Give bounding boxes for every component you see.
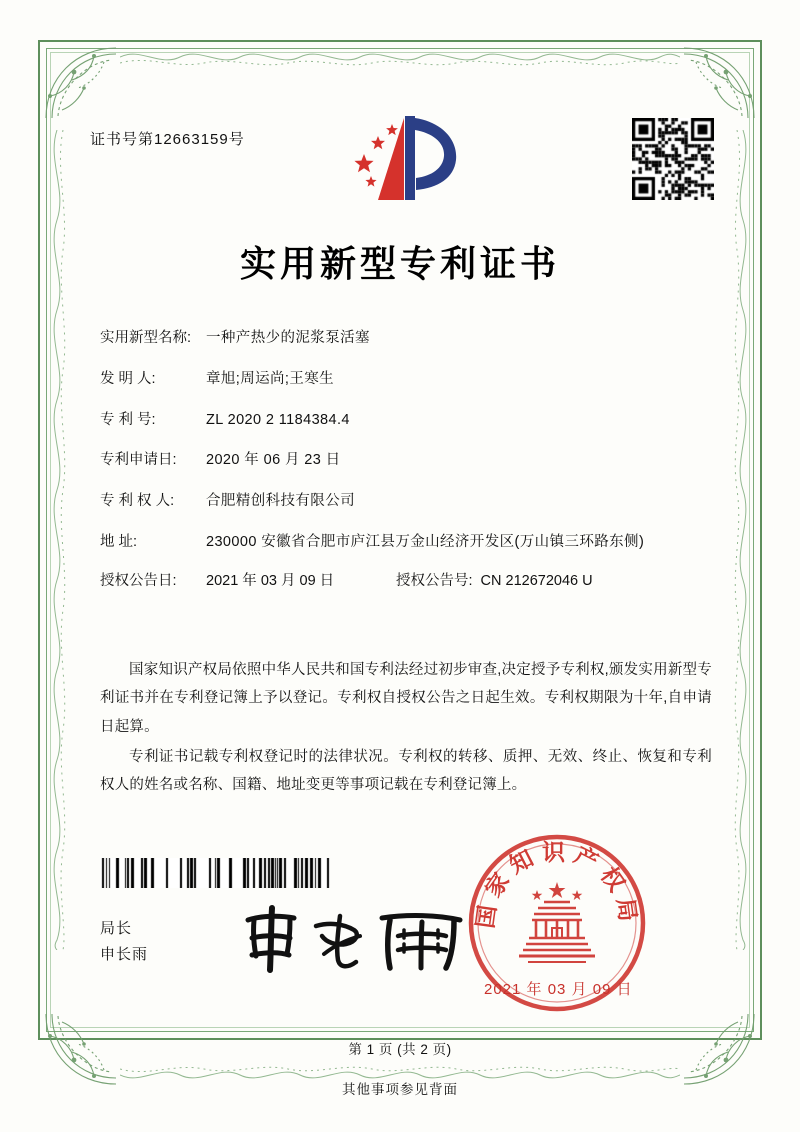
publication-number-value: CN 212672046 U — [480, 572, 593, 589]
field-list — [100, 328, 714, 596]
director-title: 局长 — [100, 920, 133, 937]
field-value: 章旭;周运尚;王寒生 — [206, 370, 335, 387]
field-row-application-date — [100, 450, 714, 472]
field-label: 专利申请日: — [100, 452, 177, 469]
field-label: 地 址: — [100, 533, 138, 550]
qr-code — [632, 118, 714, 200]
field-row-inventors — [100, 369, 714, 391]
edge-filigree-icon — [120, 44, 680, 70]
field-label: 发 明 人: — [100, 370, 156, 387]
field-value: ZL 2020 2 1184384.4 — [206, 411, 350, 428]
field-value: 合肥精创科技有限公司 — [206, 493, 355, 509]
back-side-note: 其他事项参见背面 — [342, 1082, 458, 1097]
field-label: 实用新型名称: — [100, 330, 192, 346]
certificate-number: 证书号第12663159号 — [90, 131, 245, 148]
field-row-patentee — [100, 491, 714, 513]
paragraph-1: 国家知识产权局依照中华人民共和国专利法经过初步审查,决定授予专利权,颁发实用新型专利证书并在专利登记簿上予以登记。专利权自授权公告之日起生效。专利权期限为十年,自申请日起算。 — [100, 662, 712, 735]
certificate-content — [86, 96, 714, 1057]
seal-date: 2021 年 03 月 09 日 — [484, 981, 633, 998]
director-name: 申长雨 — [100, 946, 149, 964]
paragraph-2: 专利证书记载专利权登记时的法律状况。专利权的转移、质押、无效、终止、恢复和专利权人的姓名或名称、国籍、地址变更等事项记载在专利登记簿上。 — [100, 748, 712, 794]
field-row-address — [100, 532, 714, 554]
edge-filigree-icon — [44, 130, 70, 950]
cnipa-logo-icon — [348, 110, 464, 206]
field-value: 230000 安徽省合肥市庐江县万金山经济开发区(万山镇三环路东侧) — [206, 533, 645, 550]
field-label: 专 利 号: — [100, 411, 156, 428]
publication-date-label: 授权公告日: — [100, 572, 177, 589]
body-paragraphs — [100, 656, 712, 801]
field-row-utility-model-name — [100, 328, 714, 350]
page-number: 第 1 页 (共 2 页) — [348, 1042, 452, 1057]
field-row-publication — [100, 571, 714, 593]
publication-date-value: 2021 年 03 月 09 日 — [206, 572, 335, 589]
field-value: 一种产热少的泥浆泵活塞 — [206, 330, 370, 346]
publication-number-label: 授权公告号: — [396, 572, 473, 589]
edge-filigree-icon — [730, 130, 756, 950]
svg-text:国家知识产权局: 国家知识产权局 — [472, 840, 642, 930]
barcode — [100, 858, 330, 888]
signature-labels — [100, 916, 148, 969]
field-row-patent-number — [100, 410, 714, 432]
page-title: 实用新型专利证书 — [239, 244, 560, 284]
field-value: 2020 年 06 月 23 日 — [206, 452, 341, 469]
handwritten-signature — [232, 902, 482, 976]
field-label: 专 利 权 人: — [100, 493, 175, 509]
